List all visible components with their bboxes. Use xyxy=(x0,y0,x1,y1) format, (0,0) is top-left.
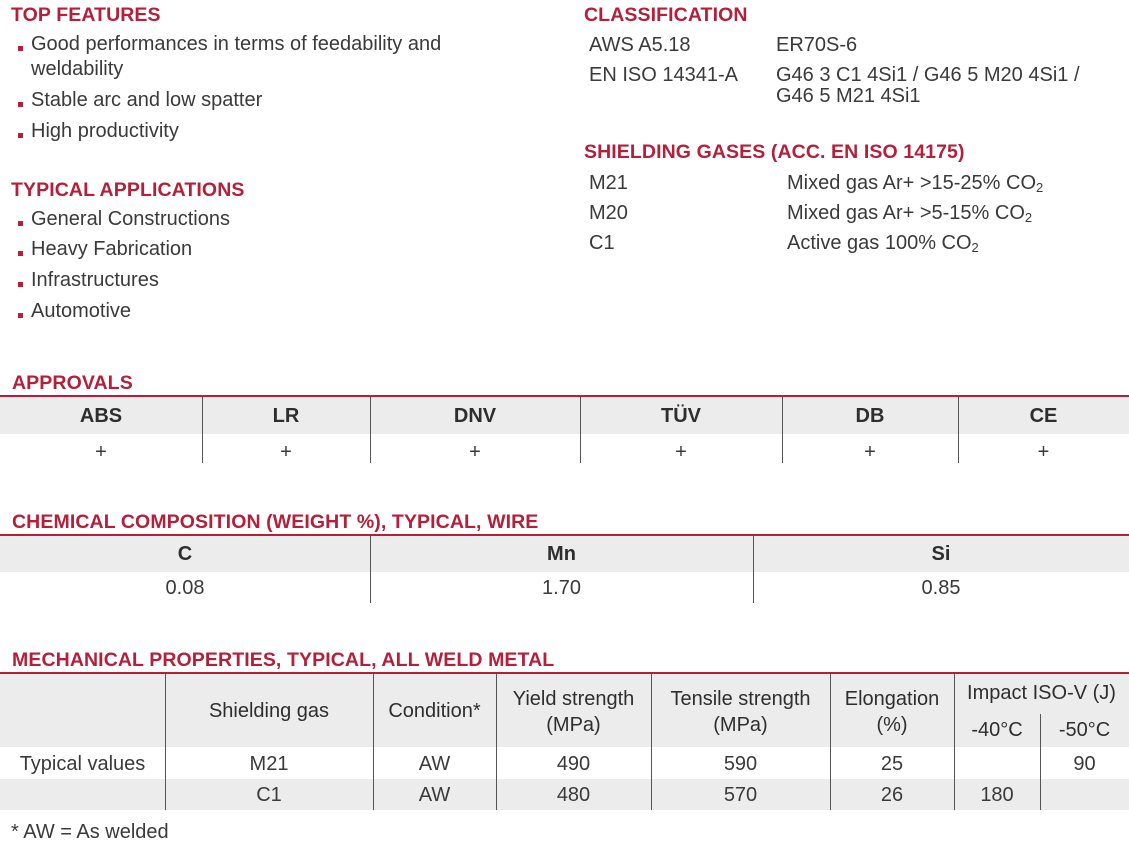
mech-row1-gas: M21 xyxy=(249,753,289,775)
bullet-icon xyxy=(18,46,23,51)
approval-header-lr: LR xyxy=(272,405,300,427)
chemical-value-si: 0.85 xyxy=(921,577,961,599)
chemical-header-si: Si xyxy=(931,543,951,565)
mech-header-elongation-unit: (%) xyxy=(876,714,908,736)
mech-header-tensile: Tensile strength xyxy=(670,688,811,710)
mech-header-elongation: Elongation xyxy=(844,688,940,710)
shielding-gases-heading: SHIELDING GASES (ACC. EN ISO 14175) xyxy=(584,141,965,163)
gas-desc-m20: Mixed gas Ar+ >5-15% $CO_2$ xyxy=(787,202,1033,225)
mech-row-label: Typical values xyxy=(19,753,146,775)
approval-value-abs: + xyxy=(95,441,107,463)
typical-applications-heading: TYPICAL APPLICATIONS xyxy=(11,179,245,201)
approvals-heading: APPROVALS xyxy=(12,372,133,394)
classification-value-2-cont: G46 5 M21 4Si1 xyxy=(776,85,921,107)
mech-header-minus50: -50°C xyxy=(1058,719,1111,741)
mech-row1-tensile: 590 xyxy=(723,753,758,775)
mech-header-condition: Condition* xyxy=(388,700,481,722)
chemical-header-mn: Mn xyxy=(547,543,576,565)
mech-header-minus40: -40°C xyxy=(971,719,1023,741)
chemical-heading: CHEMICAL COMPOSITION (WEIGHT %), TYPICAL, WIRE xyxy=(12,511,539,533)
application-item-1: General Constructions xyxy=(31,208,230,230)
feature-item-3: High productivity xyxy=(31,120,179,142)
chemical-value-c: 0.08 xyxy=(165,577,205,599)
mech-header-impact: Impact ISO-V (J) xyxy=(967,682,1116,704)
approval-value-ce: + xyxy=(1037,441,1050,463)
classification-value-2: G46 3 C1 4Si1 / G46 5 M20 4Si1 / xyxy=(776,64,1080,86)
feature-item-2: Stable arc and low spatter xyxy=(31,89,263,111)
gas-code-m21: M21 xyxy=(589,172,628,194)
mechanical-heading: MECHANICAL PROPERTIES, TYPICAL, ALL WELD METAL xyxy=(12,649,555,671)
footnote: * AW = As welded xyxy=(11,821,169,843)
classification-standard-1: AWS A5.18 xyxy=(589,34,691,56)
chemical-value-mn: 1.70 xyxy=(542,577,581,599)
mech-row1-minus50: 90 xyxy=(1073,753,1096,775)
bullet-icon xyxy=(18,282,23,287)
gas-desc-m21: Mixed gas Ar+ >15-25% $CO_2$ xyxy=(787,172,1044,195)
top-features-heading: TOP FEATURES xyxy=(11,4,161,26)
approval-value-tuv: + xyxy=(675,441,687,463)
gas-code-c1: C1 xyxy=(589,232,615,254)
classification-value-1: ER70S-6 xyxy=(776,34,858,56)
bullet-icon xyxy=(18,251,23,256)
application-item-3: Infrastructures xyxy=(31,269,159,291)
mech-row1-condition: AW xyxy=(418,753,451,775)
approval-value-dnv: + xyxy=(469,441,481,463)
approval-header-abs: ABS xyxy=(79,405,123,427)
mech-row2-minus40: 180 xyxy=(980,784,1014,806)
mech-row1-yield: 490 xyxy=(556,753,591,775)
mech-header-yield-unit: (MPa) xyxy=(546,714,601,736)
approval-value-db: + xyxy=(864,441,876,463)
gas-code-m20: M20 xyxy=(589,202,628,224)
approval-value-lr: + xyxy=(280,441,292,463)
mech-row1-elongation: 25 xyxy=(880,753,904,775)
bullet-icon xyxy=(18,221,23,226)
application-item-4: Automotive xyxy=(31,300,132,322)
approval-header-tuv: TÜV xyxy=(661,405,701,427)
chemical-header-c: C xyxy=(177,543,193,565)
mech-row2-gas: C1 xyxy=(256,784,282,806)
mech-row2-condition: AW xyxy=(418,784,451,806)
bullet-icon xyxy=(18,102,23,107)
feature-item-1-cont: weldability xyxy=(31,58,124,80)
mech-header-gas: Shielding gas xyxy=(208,700,330,722)
mech-header-yield: Yield strength xyxy=(512,688,635,710)
approval-header-db: DB xyxy=(855,405,885,427)
bullet-icon xyxy=(18,313,23,318)
mech-row2-elongation: 26 xyxy=(880,784,904,806)
classification-heading: CLASSIFICATION xyxy=(584,4,748,26)
mech-header-tensile-unit: (MPa) xyxy=(713,714,768,736)
mech-row2-tensile: 570 xyxy=(723,784,758,806)
feature-item-1: Good performances in terms of feedability and xyxy=(31,33,442,55)
approval-header-ce: CE xyxy=(1029,405,1058,427)
classification-standard-2: EN ISO 14341-A xyxy=(589,64,738,86)
approval-header-dnv: DNV xyxy=(453,405,497,427)
bullet-icon xyxy=(18,133,23,138)
mech-row2-yield: 480 xyxy=(556,784,591,806)
application-item-2: Heavy Fabrication xyxy=(31,238,193,260)
gas-desc-c1: Active gas 100% $CO_2$ xyxy=(787,232,979,255)
